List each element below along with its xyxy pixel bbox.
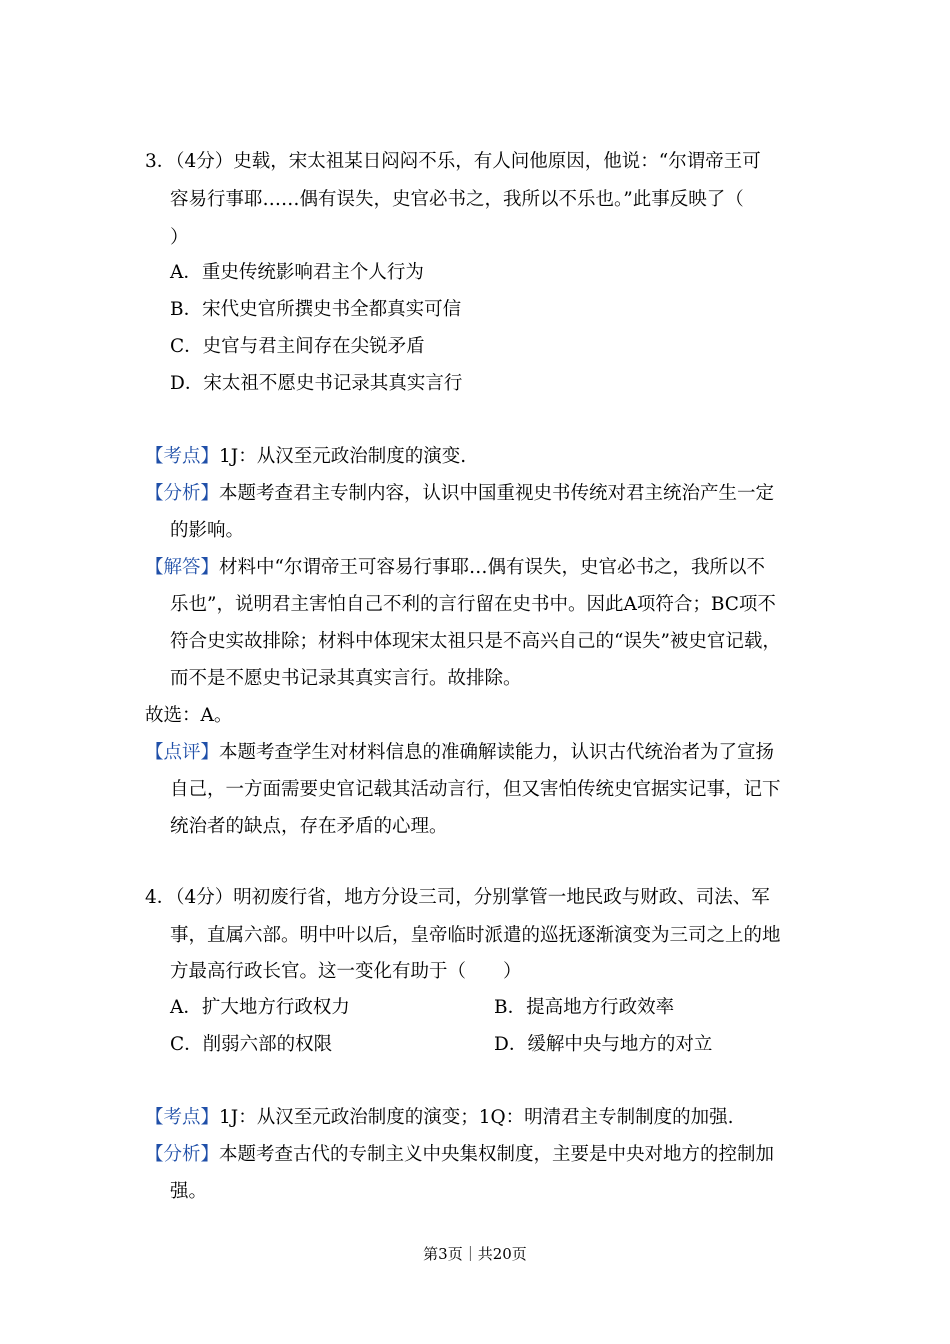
- q4-option-c: C．削弱六部的权限: [170, 1034, 333, 1055]
- q3-kaodian: [145, 445, 466, 469]
- q3-jieda: [145, 556, 765, 580]
- q4-option-b: B．提高地方行政效率: [494, 997, 675, 1018]
- q3-jieda-line-2: 乐也”，说明君主害怕自己不利的言行留在史书中。因此A项符合；BC项不: [170, 594, 776, 615]
- q3-option-b: B．宋代史官所撰史书全都真实可信: [170, 299, 462, 320]
- q3-stem-line-2: 容易行事耶……偶有误失，史官必书之，我所以不乐也。”此事反映了（: [170, 189, 744, 210]
- q4-fenxi-line-2: 强。: [170, 1181, 208, 1202]
- q4-kaodian-text: 1J：从汉至元政治制度的演变；1Q：明清君主专制制度的加强.: [219, 1107, 734, 1128]
- q4-stem-line-1: 4．（4分）明初废行省，地方分设三司，分别掌管一地民政与财政、司法、军: [145, 887, 770, 908]
- q3-jieda-tag: 【解答】: [145, 557, 220, 578]
- q3-stem-line-1: 3．（4分）史载，宋太祖某日闷闷不乐，有人问他原因，他说：“尔谓帝王可: [145, 151, 761, 172]
- q3-jieda-line-4: 而不是不愿史书记录其真实言行。故排除。: [170, 668, 522, 689]
- q3-dianping-tag: 【点评】: [145, 742, 220, 763]
- q3-jieda-line-1: 材料中“尔谓帝王可容易行事耶…偶有误失，史官必书之，我所以不: [219, 557, 765, 578]
- q4-option-d: D．缓解中央与地方的对立: [494, 1034, 713, 1055]
- q3-kaodian-text: 1J：从汉至元政治制度的演变.: [219, 446, 467, 467]
- q4-fenxi-tag: 【分析】: [145, 1144, 220, 1165]
- page-footer: 第3页｜共20页: [423, 1245, 527, 1263]
- q3-dianping-line-3: 统治者的缺点，存在矛盾的心理。: [170, 816, 448, 837]
- q3-kaodian-tag: 【考点】: [145, 446, 220, 467]
- q3-option-c: C．史官与君主间存在尖锐矛盾: [170, 336, 425, 357]
- q3-fenxi-line-1: 本题考查君主专制内容，认识中国重视史书传统对君主统治产生一定: [219, 483, 775, 504]
- q4-option-a: A．扩大地方行政权力: [170, 997, 350, 1018]
- q4-kaodian: [145, 1106, 734, 1130]
- q4-kaodian-tag: 【考点】: [145, 1107, 220, 1128]
- q3-fenxi: [145, 482, 774, 506]
- q4-stem-line-2: 事，直属六部。明中叶以后，皇帝临时派遣的巡抚逐渐演变为三司之上的地: [170, 925, 781, 946]
- q3-fenxi-tag: 【分析】: [145, 483, 220, 504]
- q4-fenxi: [145, 1143, 774, 1167]
- q3-stem-line-3: ）: [170, 227, 189, 248]
- q4-stem-line-3: 方最高行政长官。这一变化有助于（ ）: [170, 961, 522, 982]
- q3-answer: 故选：A。: [145, 705, 233, 726]
- q3-jieda-line-3: 符合史实故排除；材料中体现宋太祖只是不高兴自己的“误失”被史官记载，: [170, 631, 781, 652]
- q3-dianping-line-1: 本题考查学生对材料信息的准确解读能力，认识古代统治者为了宣扬: [219, 742, 775, 763]
- q4-fenxi-line-1: 本题考查古代的专制主义中央集权制度，主要是中央对地方的控制加: [219, 1144, 775, 1165]
- q3-dianping-line-2: 自己，一方面需要史官记载其活动言行，但又害怕传统史官据实记事，记下: [170, 779, 781, 800]
- q3-fenxi-line-2: 的影响。: [170, 520, 245, 541]
- q3-dianping: [145, 741, 774, 765]
- q3-option-a: A．重史传统影响君主个人行为: [170, 262, 424, 283]
- q3-option-d: D．宋太祖不愿史书记录其真实言行: [170, 373, 463, 394]
